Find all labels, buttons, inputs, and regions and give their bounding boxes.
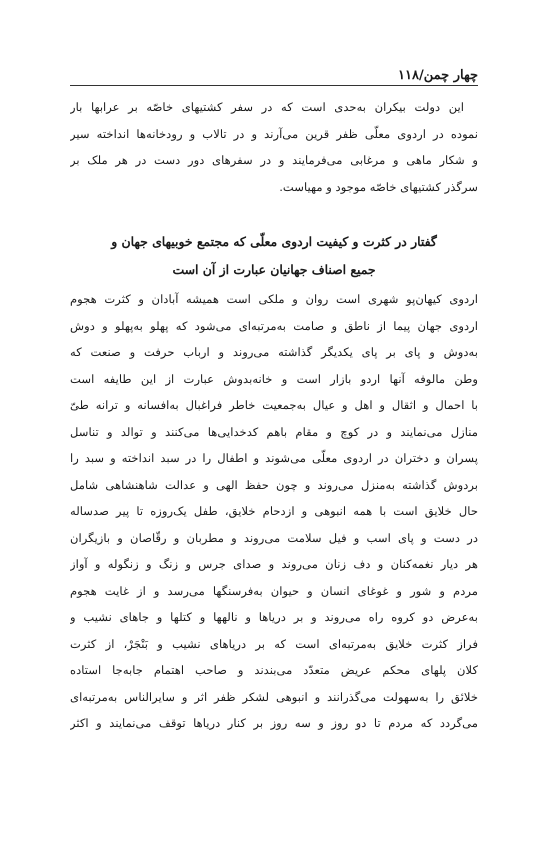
paragraph-line: مردم و شور و غوغای انسان و حیوان به‌فرسنگها می‌رسد و از غایت هجوم	[70, 583, 478, 598]
paragraph-line: نموده در اردوی معلّی ظفر قرین می‌آرند و در تالاب و رودخانه‌ها انداخته سیر	[70, 126, 478, 141]
header-rule	[70, 85, 478, 86]
paragraph-line: اردوی کیهان‌پو شهری است روان و ملکی است همیشه آبادان و کثرت هجوم	[70, 292, 478, 306]
paragraph-line: به‌عرض دو کروه راه می‌روند و بر دریاها و نالهها و کتلها و جاهای نشیب و	[70, 610, 478, 624]
section-heading	[70, 228, 478, 284]
paragraph-line: و شکار ماهی و مرغابی می‌فرمایند و در سفرهای دور دست در هر ملک بر	[70, 153, 478, 167]
paragraph-line: حال خلایق است با همه انبوهی و ازدحام خلایق، طفل یک‌روزه تا پیر صدساله	[70, 504, 478, 518]
paragraph-line: خلائق را به‌سهولت می‌گذرانند و انبوهی لشکر ظفر اثر و سایرالناس به‌مرتبه‌ای	[70, 689, 478, 704]
paragraph-line: می‌گردد که مردم تا دو روز و سه روز بر کنار دریاها توقف می‌نمایند و اکثر	[70, 716, 478, 730]
paragraph-line: با احمال و اثقال و اهل و عیال به‌جمعیت خاطر فراغبال به‌افسانه و ترانه طیّ	[70, 398, 478, 412]
paragraph-main	[70, 286, 478, 737]
paragraph-line: کلان پلهای محکم عریض متعدّد می‌بندند و صاحب اهتمام جابه‌جا استاده	[70, 663, 478, 677]
paragraph-line: در دست و پای اسب و فیل سلامت می‌روند و مطربان و رقّاصان و بازیگران	[70, 530, 478, 545]
heading-line: جمیع اصناف جهانیان عبارت از آن است	[172, 262, 376, 277]
paragraph-intro	[70, 94, 478, 200]
paragraph-line: به‌دوش و پای بر پای یکدیگر گذاشته می‌روند و ارباب حرفت و صنعت که	[70, 345, 478, 359]
paragraph-line: وطن مالوفه آنها اردو بازار است و خانه‌بدوش عبارت از این طایفه است	[70, 371, 478, 386]
paragraph-line: فراز کثرت خلایق به‌مرتبه‌ای است که بر دریاهای نشیب و بَنْجَرْ، از کثرت	[70, 636, 478, 651]
paragraph-line: اردوی جهان پیما از ناطق و صامت به‌مرتبه‌ای می‌شود که پهلو به‌پهلو و دوش	[70, 318, 478, 333]
paragraph-line: هر دیار نغمه‌کنان و دف زنان می‌روند و صدای جرس و زنگ و زنگوله و آواز	[70, 557, 478, 571]
heading-line: گفتار در کثرت و کیفیت اردوی معلّی که مجتمع خوبیهای جهان و	[111, 234, 437, 249]
running-title: چهار چمن/۱۱۸	[398, 68, 478, 83]
page-header	[70, 66, 478, 86]
paragraph-line: این دولت بیکران به‌حدی است که در سفر کشتیهای خاصّه بر عرابها بار	[70, 100, 464, 114]
paragraph-line: منازل می‌نمایند و در کوچ و مقام باهم کدخدایی‌ها می‌کنند و توالد و تناسل	[70, 424, 478, 439]
paragraph-line: بردوش گذاشته به‌منزل می‌روند و چون حفظ الهی و عدالت شاهنشاهی شامل	[70, 477, 478, 492]
paragraph-line: سرگذر کشتیهای خاصّه موجود و مهیاست.	[279, 179, 478, 194]
paragraph-line: پسران و دختران در اردوی معلّی می‌شوند و اطفال را در سبد انداخته و سبد را	[70, 451, 478, 465]
